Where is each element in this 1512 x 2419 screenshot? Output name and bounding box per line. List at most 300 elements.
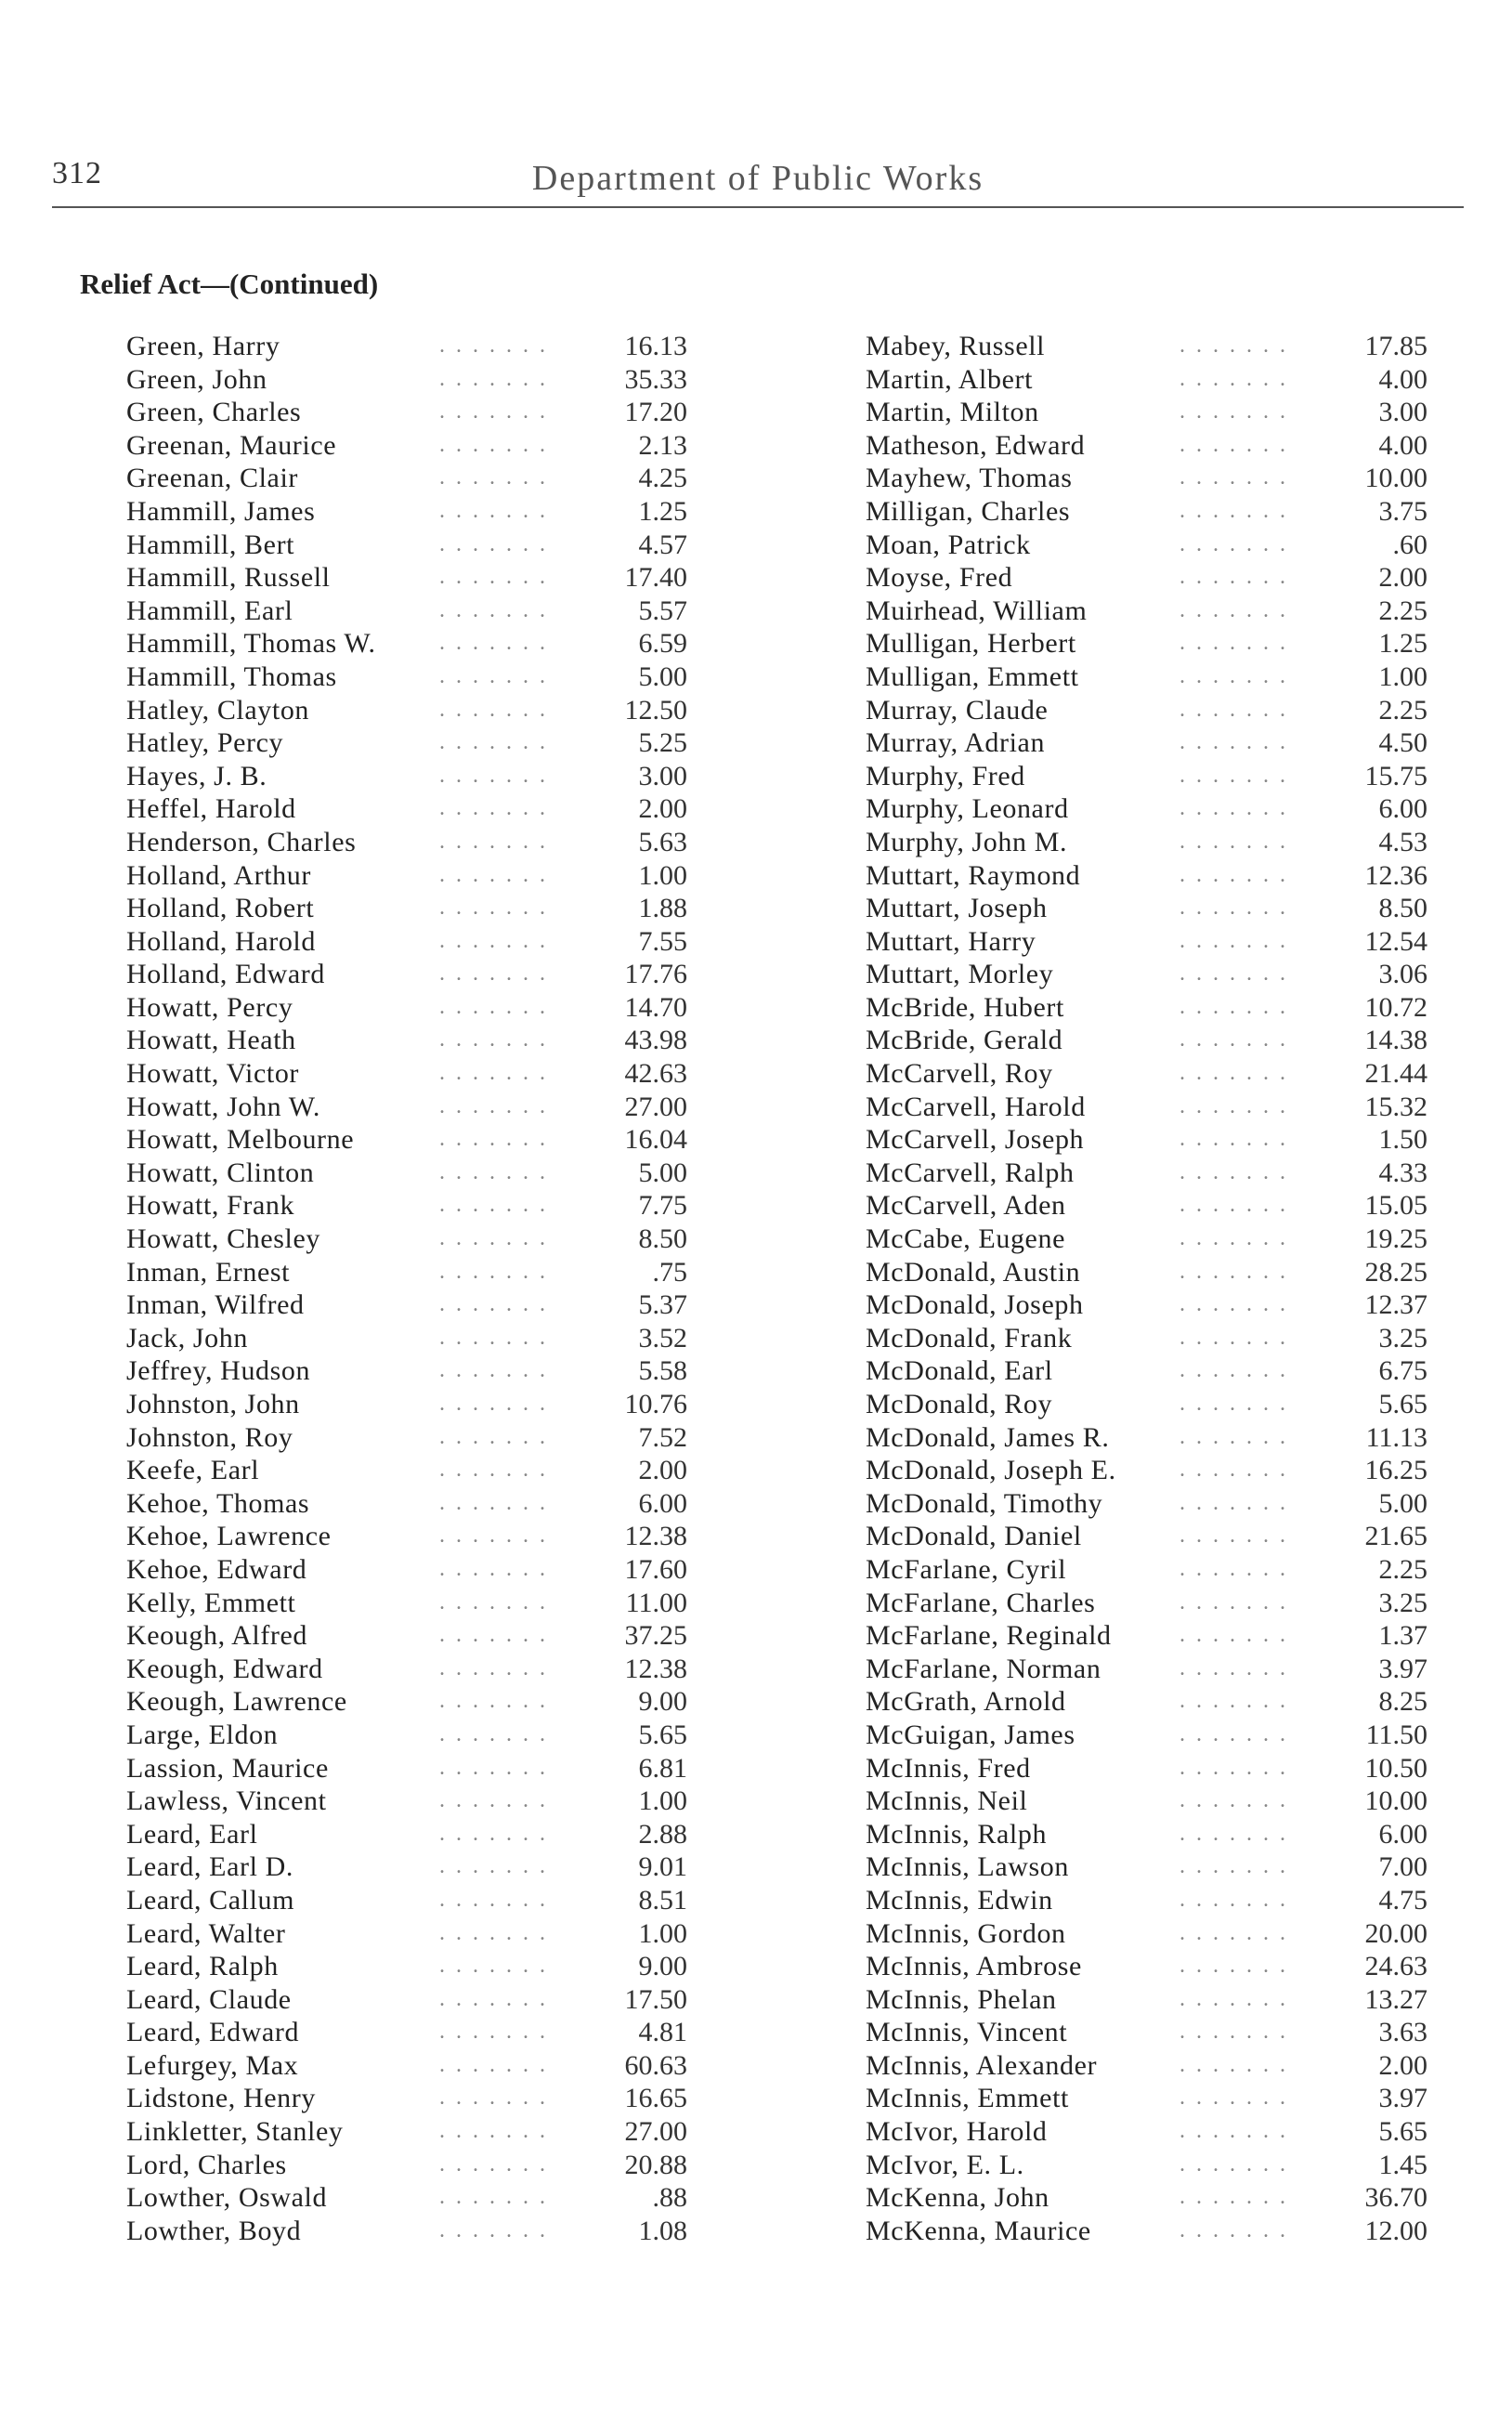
list-item xyxy=(866,991,1427,1025)
entry-name: Milligan, Charles xyxy=(866,495,1071,527)
dot-leader: . . . . . . . xyxy=(439,796,548,821)
list-item xyxy=(126,1421,687,1455)
list-item xyxy=(866,529,1427,562)
entry-amount: 5.65 xyxy=(1378,1389,1427,1419)
dot-leader: . . . . . . . xyxy=(1180,1556,1288,1581)
list-item xyxy=(866,2149,1427,2182)
entry-amount: 6.00 xyxy=(1378,1818,1427,1850)
list-item xyxy=(866,495,1427,529)
entry-amount: 1.00 xyxy=(638,1917,687,1949)
entry-name: Muttart, Harry xyxy=(866,925,1036,957)
entry-amount: 42.63 xyxy=(624,1058,687,1090)
dot-leader: . . . . . . . xyxy=(1180,697,1288,722)
dot-leader: . . . . . . . xyxy=(1180,432,1288,457)
dot-leader: . . . . . . . xyxy=(1180,498,1288,523)
entry-amount: 1.00 xyxy=(1378,660,1427,692)
dot-leader: . . . . . . . xyxy=(1180,1854,1288,1879)
dot-leader: . . . . . . . xyxy=(439,1490,548,1515)
list-item xyxy=(866,1752,1427,1785)
entry-name: McDonald, Earl xyxy=(866,1355,1053,1387)
list-item xyxy=(866,1421,1427,1455)
entry-name: McDonald, Frank xyxy=(866,1322,1073,1353)
list-item xyxy=(126,1454,687,1487)
entry-name: Howatt, John W. xyxy=(126,1091,321,1122)
entry-amount: 21.44 xyxy=(1364,1058,1427,1090)
entry-name: McDonald, Roy xyxy=(866,1389,1053,1419)
entry-amount: 17.20 xyxy=(624,397,687,428)
entry-name: Greenan, Clair xyxy=(126,463,298,494)
entry-amount: 2.00 xyxy=(1378,2049,1427,2081)
list-item xyxy=(866,1388,1427,1421)
entry-name: Murray, Claude xyxy=(866,694,1049,726)
list-item xyxy=(126,363,687,397)
entry-amount: 7.00 xyxy=(1378,1851,1427,1883)
entry-name: McGrath, Arnold xyxy=(866,1686,1066,1718)
list-item xyxy=(126,1520,687,1553)
entry-name: Moan, Patrick xyxy=(866,529,1031,560)
entry-amount: 6.81 xyxy=(638,1752,687,1784)
entry-amount: 3.75 xyxy=(1378,495,1427,527)
entry-name: Leard, Walter xyxy=(126,1917,286,1949)
dot-leader: . . . . . . . xyxy=(1180,1689,1288,1714)
entry-amount: 4.75 xyxy=(1378,1884,1427,1916)
entry-amount: 3.52 xyxy=(638,1322,687,1353)
entry-name: McCarvell, Ralph xyxy=(866,1157,1075,1188)
list-item xyxy=(126,1123,687,1157)
entry-amount: 2.00 xyxy=(638,793,687,825)
list-item xyxy=(126,991,687,1025)
entry-name: McInnis, Gordon xyxy=(866,1917,1066,1949)
list-item xyxy=(126,1850,687,1884)
entry-name: McFarlane, Charles xyxy=(866,1587,1096,1618)
list-item xyxy=(866,363,1427,397)
dot-leader: . . . . . . . xyxy=(439,597,548,622)
entry-name: McBride, Hubert xyxy=(866,991,1064,1023)
dot-leader: . . . . . . . xyxy=(439,1061,548,1086)
dot-leader: . . . . . . . xyxy=(1180,2119,1288,2144)
dot-leader: . . . . . . . xyxy=(439,531,548,556)
list-item xyxy=(866,1057,1427,1091)
entry-name: Mulligan, Herbert xyxy=(866,628,1076,660)
entry-name: Jack, John xyxy=(126,1322,248,1353)
entry-amount: 6.59 xyxy=(638,628,687,660)
dot-leader: . . . . . . . xyxy=(439,1788,548,1813)
entry-amount: 15.75 xyxy=(1364,760,1427,791)
left-column xyxy=(126,330,687,2247)
dot-leader: . . . . . . . xyxy=(439,1623,548,1648)
dot-leader: . . . . . . . xyxy=(1180,763,1288,788)
list-item xyxy=(126,2181,687,2215)
entry-name: Green, John xyxy=(126,363,267,395)
dot-leader: . . . . . . . xyxy=(1180,1093,1288,1118)
entry-name: Lassion, Maurice xyxy=(126,1752,329,1784)
entry-amount: 5.00 xyxy=(1378,1487,1427,1519)
entry-name: Jeffrey, Hudson xyxy=(126,1355,311,1387)
entry-amount: 2.25 xyxy=(1378,1553,1427,1585)
running-head: Department of Public Works xyxy=(531,159,984,198)
entry-name: McBride, Gerald xyxy=(866,1025,1063,1056)
list-item xyxy=(866,330,1427,363)
list-item xyxy=(866,760,1427,793)
entry-name: McDonald, Joseph xyxy=(866,1289,1084,1321)
dot-leader: . . . . . . . xyxy=(1180,1193,1288,1218)
entry-name: Hammill, Thomas xyxy=(126,660,337,692)
list-item xyxy=(126,1884,687,1917)
list-item xyxy=(126,760,687,793)
entry-amount: 3.97 xyxy=(1378,1653,1427,1684)
entry-name: McInnis, Fred xyxy=(866,1752,1031,1784)
list-item xyxy=(866,1223,1427,1256)
list-item xyxy=(866,1587,1427,1620)
entry-amount: 12.38 xyxy=(624,1653,687,1684)
entry-amount: 16.13 xyxy=(624,331,687,361)
dot-leader: . . . . . . . xyxy=(1180,2020,1288,2045)
dot-leader: . . . . . . . xyxy=(439,1458,548,1483)
entry-amount: 17.85 xyxy=(1364,331,1427,361)
entry-name: McCarvell, Aden xyxy=(866,1190,1066,1222)
entry-name: McInnis, Phelan xyxy=(866,1983,1057,2015)
list-item xyxy=(866,1619,1427,1653)
entry-name: Murphy, John M. xyxy=(866,826,1068,857)
list-item xyxy=(866,859,1427,893)
dot-leader: . . . . . . . xyxy=(1180,2151,1288,2177)
entry-amount: .75 xyxy=(652,1256,687,1288)
entry-amount: 9.00 xyxy=(638,1951,687,1982)
entry-name: Large, Eldon xyxy=(126,1719,279,1750)
entry-name: Kelly, Emmett xyxy=(126,1587,296,1618)
list-item xyxy=(126,1388,687,1421)
list-item xyxy=(126,1983,687,2017)
list-item xyxy=(126,1288,687,1322)
entry-name: Howatt, Heath xyxy=(126,1025,296,1056)
entry-name: Green, Charles xyxy=(126,397,302,428)
dot-leader: . . . . . . . xyxy=(1180,1821,1288,1846)
entry-amount: 27.00 xyxy=(624,1091,687,1122)
entry-amount: 5.65 xyxy=(638,1719,687,1750)
dot-leader: . . . . . . . xyxy=(1180,961,1288,987)
list-item xyxy=(866,1189,1427,1223)
entry-amount: 14.70 xyxy=(624,991,687,1023)
entry-name: McFarlane, Cyril xyxy=(866,1553,1067,1585)
dot-leader: . . . . . . . xyxy=(1180,1458,1288,1483)
entry-amount: 16.04 xyxy=(624,1124,687,1156)
entry-name: McInnis, Edwin xyxy=(866,1884,1053,1916)
entry-name: Johnston, Roy xyxy=(126,1421,293,1453)
list-item xyxy=(126,958,687,991)
list-item xyxy=(866,627,1427,660)
list-item xyxy=(126,859,687,893)
entry-amount: 10.00 xyxy=(1364,463,1427,494)
dot-leader: . . . . . . . xyxy=(439,1226,548,1251)
entry-amount: 15.05 xyxy=(1364,1190,1427,1222)
dot-leader: . . . . . . . xyxy=(439,961,548,987)
entry-amount: .88 xyxy=(652,2182,687,2214)
entry-name: Johnston, John xyxy=(126,1389,300,1419)
dot-leader: . . . . . . . xyxy=(1180,631,1288,656)
entry-amount: 11.50 xyxy=(1365,1719,1427,1750)
entry-name: Leard, Ralph xyxy=(126,1951,279,1982)
list-item xyxy=(126,892,687,925)
entry-amount: 2.13 xyxy=(638,429,687,461)
entry-name: Linkletter, Stanley xyxy=(126,2116,344,2148)
list-item xyxy=(866,2049,1427,2083)
list-item xyxy=(866,2181,1427,2215)
entry-name: Henderson, Charles xyxy=(126,826,357,857)
entry-name: Murray, Adrian xyxy=(866,727,1046,759)
entry-name: Muirhead, William xyxy=(866,595,1088,626)
entry-name: Howatt, Percy xyxy=(126,991,293,1023)
entry-name: Leard, Edward xyxy=(126,2017,300,2048)
dot-leader: . . . . . . . xyxy=(1180,1226,1288,1251)
entry-amount: 5.65 xyxy=(1378,2116,1427,2148)
list-item xyxy=(126,1653,687,1686)
page-number: 312 xyxy=(52,156,102,190)
list-item xyxy=(866,726,1427,760)
entry-name: Inman, Wilfred xyxy=(126,1289,305,1321)
dot-leader: . . . . . . . xyxy=(1180,730,1288,755)
dot-leader: . . . . . . . xyxy=(1180,366,1288,391)
entry-name: Holland, Arthur xyxy=(126,859,311,891)
list-item xyxy=(126,1256,687,1289)
dot-leader: . . . . . . . xyxy=(1180,1127,1288,1152)
entry-name: Lowther, Boyd xyxy=(126,2215,302,2246)
list-item xyxy=(126,396,687,429)
dot-leader: . . . . . . . xyxy=(1180,1755,1288,1780)
list-item xyxy=(126,1818,687,1851)
list-item xyxy=(866,1917,1427,1951)
dot-leader: . . . . . . . xyxy=(439,994,548,1019)
entry-name: Leard, Earl xyxy=(126,1818,258,1850)
dot-leader: . . . . . . . xyxy=(1180,1986,1288,2011)
entry-name: McIvor, E. L. xyxy=(866,2149,1024,2180)
entry-name: McInnis, Emmett xyxy=(866,2083,1069,2114)
entry-amount: 8.50 xyxy=(1378,893,1427,924)
entry-amount: 12.00 xyxy=(1364,2215,1427,2246)
entry-name: Howatt, Melbourne xyxy=(126,1124,355,1156)
list-item xyxy=(866,1091,1427,1124)
dot-leader: . . . . . . . xyxy=(1180,1920,1288,1945)
dot-leader: . . . . . . . xyxy=(1180,1490,1288,1515)
dot-leader: . . . . . . . xyxy=(439,2151,548,2177)
entry-name: Kehoe, Edward xyxy=(126,1553,307,1585)
entry-amount: 4.00 xyxy=(1378,429,1427,461)
dot-leader: . . . . . . . xyxy=(439,896,548,921)
entry-amount: 24.63 xyxy=(1364,1951,1427,1982)
entry-name: Keefe, Earl xyxy=(126,1455,260,1486)
dot-leader: . . . . . . . xyxy=(439,1093,548,1118)
entry-name: Murphy, Leonard xyxy=(866,793,1069,825)
entry-amount: 2.00 xyxy=(638,1455,687,1486)
entry-name: Greenan, Maurice xyxy=(126,429,337,461)
list-item xyxy=(126,2016,687,2049)
entry-amount: 17.60 xyxy=(624,1553,687,1585)
dot-leader: . . . . . . . xyxy=(439,1523,548,1549)
section-title: Relief Act—(Continued) xyxy=(80,268,379,300)
dot-leader: . . . . . . . xyxy=(439,498,548,523)
entry-name: Hammill, Russell xyxy=(126,562,331,594)
entry-name: Holland, Robert xyxy=(126,893,315,924)
list-item xyxy=(126,1719,687,1752)
entry-amount: 10.72 xyxy=(1364,991,1427,1023)
entry-name: Lowther, Oswald xyxy=(126,2182,328,2214)
dot-leader: . . . . . . . xyxy=(439,1259,548,1284)
entry-amount: 1.25 xyxy=(1378,628,1427,660)
entry-name: McCarvell, Roy xyxy=(866,1058,1053,1090)
entry-amount: .60 xyxy=(1392,529,1427,560)
entry-name: Howatt, Frank xyxy=(126,1190,295,1222)
entry-amount: 1.45 xyxy=(1378,2149,1427,2180)
entry-amount: 10.76 xyxy=(624,1389,687,1419)
entry-amount: 10.00 xyxy=(1364,1785,1427,1817)
list-item xyxy=(126,561,687,595)
list-item xyxy=(866,1818,1427,1851)
entry-name: Martin, Albert xyxy=(866,363,1034,395)
dot-leader: . . . . . . . xyxy=(439,1986,548,2011)
list-item xyxy=(126,595,687,628)
list-item xyxy=(126,1091,687,1124)
dot-leader: . . . . . . . xyxy=(1180,1292,1288,1317)
list-item xyxy=(866,694,1427,727)
dot-leader: . . . . . . . xyxy=(1180,333,1288,358)
entry-amount: 5.00 xyxy=(638,1157,687,1188)
entry-amount: 10.50 xyxy=(1364,1752,1427,1784)
entry-name: Muttart, Joseph xyxy=(866,893,1048,924)
entry-amount: 20.00 xyxy=(1364,1917,1427,1949)
dot-leader: . . . . . . . xyxy=(1180,994,1288,1019)
list-item xyxy=(126,1752,687,1785)
entry-amount: 8.25 xyxy=(1378,1686,1427,1718)
dot-leader: . . . . . . . xyxy=(1180,399,1288,425)
header-rule xyxy=(52,206,1464,208)
entry-amount: 1.00 xyxy=(638,859,687,891)
list-item xyxy=(126,495,687,529)
dot-leader: . . . . . . . xyxy=(1180,829,1288,854)
list-item xyxy=(866,792,1427,826)
dot-leader: . . . . . . . xyxy=(1180,896,1288,921)
dot-leader: . . . . . . . xyxy=(1180,928,1288,953)
entry-name: McKenna, Maurice xyxy=(866,2215,1091,2246)
entry-name: Mayhew, Thomas xyxy=(866,463,1073,494)
dot-leader: . . . . . . . xyxy=(1180,1259,1288,1284)
list-item xyxy=(126,1685,687,1719)
dot-leader: . . . . . . . xyxy=(1180,1589,1288,1615)
entry-name: McInnis, Ralph xyxy=(866,1818,1048,1850)
dot-leader: . . . . . . . xyxy=(439,1821,548,1846)
entry-amount: 4.25 xyxy=(638,463,687,494)
list-item xyxy=(126,1619,687,1653)
list-item xyxy=(866,1256,1427,1289)
entry-amount: 2.25 xyxy=(1378,595,1427,626)
dot-leader: . . . . . . . xyxy=(1180,1392,1288,1416)
list-item xyxy=(126,925,687,959)
entry-name: Murphy, Fred xyxy=(866,760,1025,791)
dot-leader: . . . . . . . xyxy=(1180,1424,1288,1449)
dot-leader: . . . . . . . xyxy=(439,1127,548,1152)
entry-name: McCabe, Eugene xyxy=(866,1223,1065,1255)
list-item xyxy=(866,1123,1427,1157)
entry-amount: 2.00 xyxy=(1378,562,1427,594)
entry-amount: 17.40 xyxy=(624,562,687,594)
entry-amount: 5.57 xyxy=(638,595,687,626)
dot-leader: . . . . . . . xyxy=(1180,597,1288,622)
entry-amount: 5.58 xyxy=(638,1355,687,1387)
dot-leader: . . . . . . . xyxy=(1180,1721,1288,1746)
entry-amount: 4.57 xyxy=(638,529,687,560)
dot-leader: . . . . . . . xyxy=(439,2052,548,2077)
entry-amount: 13.27 xyxy=(1364,1983,1427,2015)
list-item xyxy=(866,1850,1427,1884)
entry-name: Keough, Alfred xyxy=(126,1620,308,1652)
dot-leader: . . . . . . . xyxy=(439,1655,548,1680)
entry-amount: 11.00 xyxy=(625,1587,687,1618)
entry-amount: 1.50 xyxy=(1378,1124,1427,1156)
dot-leader: . . . . . . . xyxy=(439,631,548,656)
dot-leader: . . . . . . . xyxy=(439,1755,548,1780)
dot-leader: . . . . . . . xyxy=(439,2217,548,2242)
list-item xyxy=(126,2049,687,2083)
list-item xyxy=(866,892,1427,925)
entry-amount: 20.88 xyxy=(624,2149,687,2180)
entry-name: Mulligan, Emmett xyxy=(866,660,1079,692)
dot-leader: . . . . . . . xyxy=(439,1292,548,1317)
dot-leader: . . . . . . . xyxy=(1180,1954,1288,1979)
dot-leader: . . . . . . . xyxy=(1180,2217,1288,2242)
entry-name: Hatley, Clayton xyxy=(126,694,310,726)
entry-amount: 43.98 xyxy=(624,1025,687,1056)
entry-amount: 15.32 xyxy=(1364,1091,1427,1122)
entry-amount: 35.33 xyxy=(624,363,687,395)
dot-leader: . . . . . . . xyxy=(439,1689,548,1714)
list-item xyxy=(866,925,1427,959)
list-item xyxy=(866,595,1427,628)
list-item xyxy=(866,1553,1427,1587)
entry-amount: 9.00 xyxy=(638,1686,687,1718)
list-item xyxy=(126,1354,687,1388)
list-item xyxy=(866,1719,1427,1752)
dot-leader: . . . . . . . xyxy=(439,1954,548,1979)
list-item xyxy=(126,462,687,495)
list-item xyxy=(866,396,1427,429)
dot-leader: . . . . . . . xyxy=(439,432,548,457)
list-item xyxy=(126,2115,687,2149)
entry-amount: 3.25 xyxy=(1378,1322,1427,1353)
list-item xyxy=(866,1950,1427,1983)
entry-amount: 2.88 xyxy=(638,1818,687,1850)
list-item xyxy=(866,1685,1427,1719)
list-item xyxy=(866,2215,1427,2248)
dot-leader: . . . . . . . xyxy=(439,2086,548,2111)
entry-name: McFarlane, Reginald xyxy=(866,1620,1112,1652)
entry-name: Hammill, Thomas W. xyxy=(126,628,376,660)
list-item xyxy=(126,2215,687,2248)
dot-leader: . . . . . . . xyxy=(439,1920,548,1945)
dot-leader: . . . . . . . xyxy=(439,1721,548,1746)
entry-amount: 5.37 xyxy=(638,1289,687,1321)
entry-amount: 6.00 xyxy=(1378,793,1427,825)
dot-leader: . . . . . . . xyxy=(439,697,548,722)
entry-name: Leard, Callum xyxy=(126,1884,295,1916)
entry-name: Green, Harry xyxy=(126,331,280,361)
list-item xyxy=(866,1884,1427,1917)
dot-leader: . . . . . . . xyxy=(1180,465,1288,490)
entry-name: McInnis, Vincent xyxy=(866,2017,1068,2048)
entry-name: McInnis, Lawson xyxy=(866,1851,1069,1883)
dot-leader: . . . . . . . xyxy=(439,1159,548,1184)
entry-amount: 3.63 xyxy=(1378,2017,1427,2048)
entry-name: McCarvell, Joseph xyxy=(866,1124,1085,1156)
entry-name: Howatt, Clinton xyxy=(126,1157,315,1188)
list-item xyxy=(126,694,687,727)
